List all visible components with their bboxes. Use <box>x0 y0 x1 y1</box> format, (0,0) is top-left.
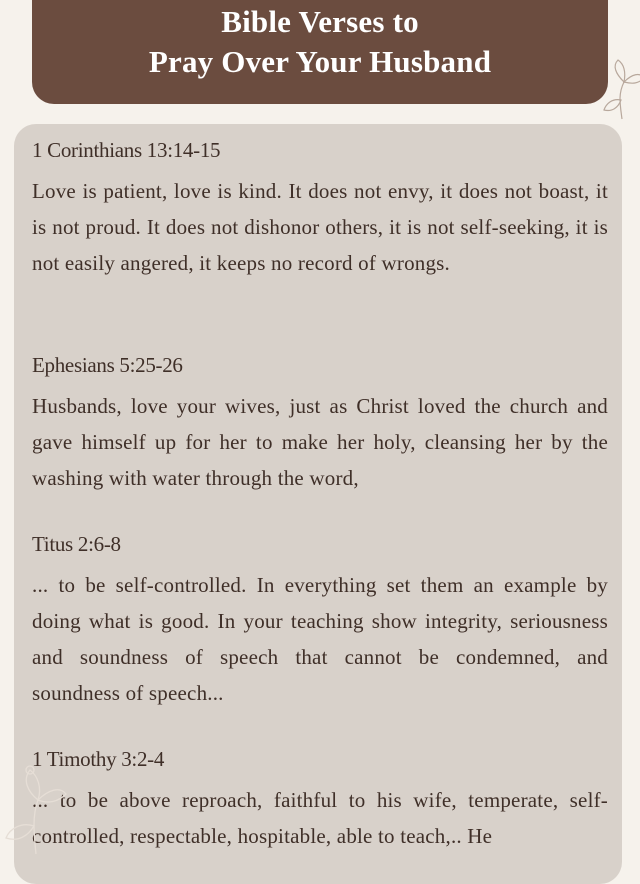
verse-text: ... to be above reproach, faithful to his wife, temperate, self-controlled, respectable, hospitable, able to teach,.. He <box>32 788 608 848</box>
title-line-1: Bible Verses to <box>221 4 419 39</box>
verse-reference: 1 Timothy 3:2-4 <box>32 747 165 771</box>
title-banner <box>32 0 608 104</box>
verse-text: Love is patient, love is kind. It does not envy, it does not boast, it is not proud. It does not dishonor others, it is not self-seeking, it is not easily angered, it keeps no record of wrongs. <box>32 179 608 275</box>
verse-reference: Titus 2:6-8 <box>32 532 121 556</box>
verse-3 <box>32 532 608 711</box>
verse-reference: 1 Corinthians 13:14-15 <box>32 138 221 162</box>
verse-4 <box>32 747 608 854</box>
verse-reference: Ephesians 5:25-26 <box>32 353 183 377</box>
verse-text: Husbands, love your wives, just as Christ loved the church and gave himself up for her to make her holy, cleansing her by the washing with water through the word, <box>32 394 608 490</box>
verse-2 <box>32 353 608 496</box>
verse-text: ... to be self-controlled. In everything set them an example by doing what is good. In your teaching show integrity, seriousness and soundness of speech that cannot be condemned, and soundness of speech... <box>32 573 608 705</box>
verse-1 <box>32 138 608 281</box>
title-line-2: Pray Over Your Husband <box>148 44 492 79</box>
